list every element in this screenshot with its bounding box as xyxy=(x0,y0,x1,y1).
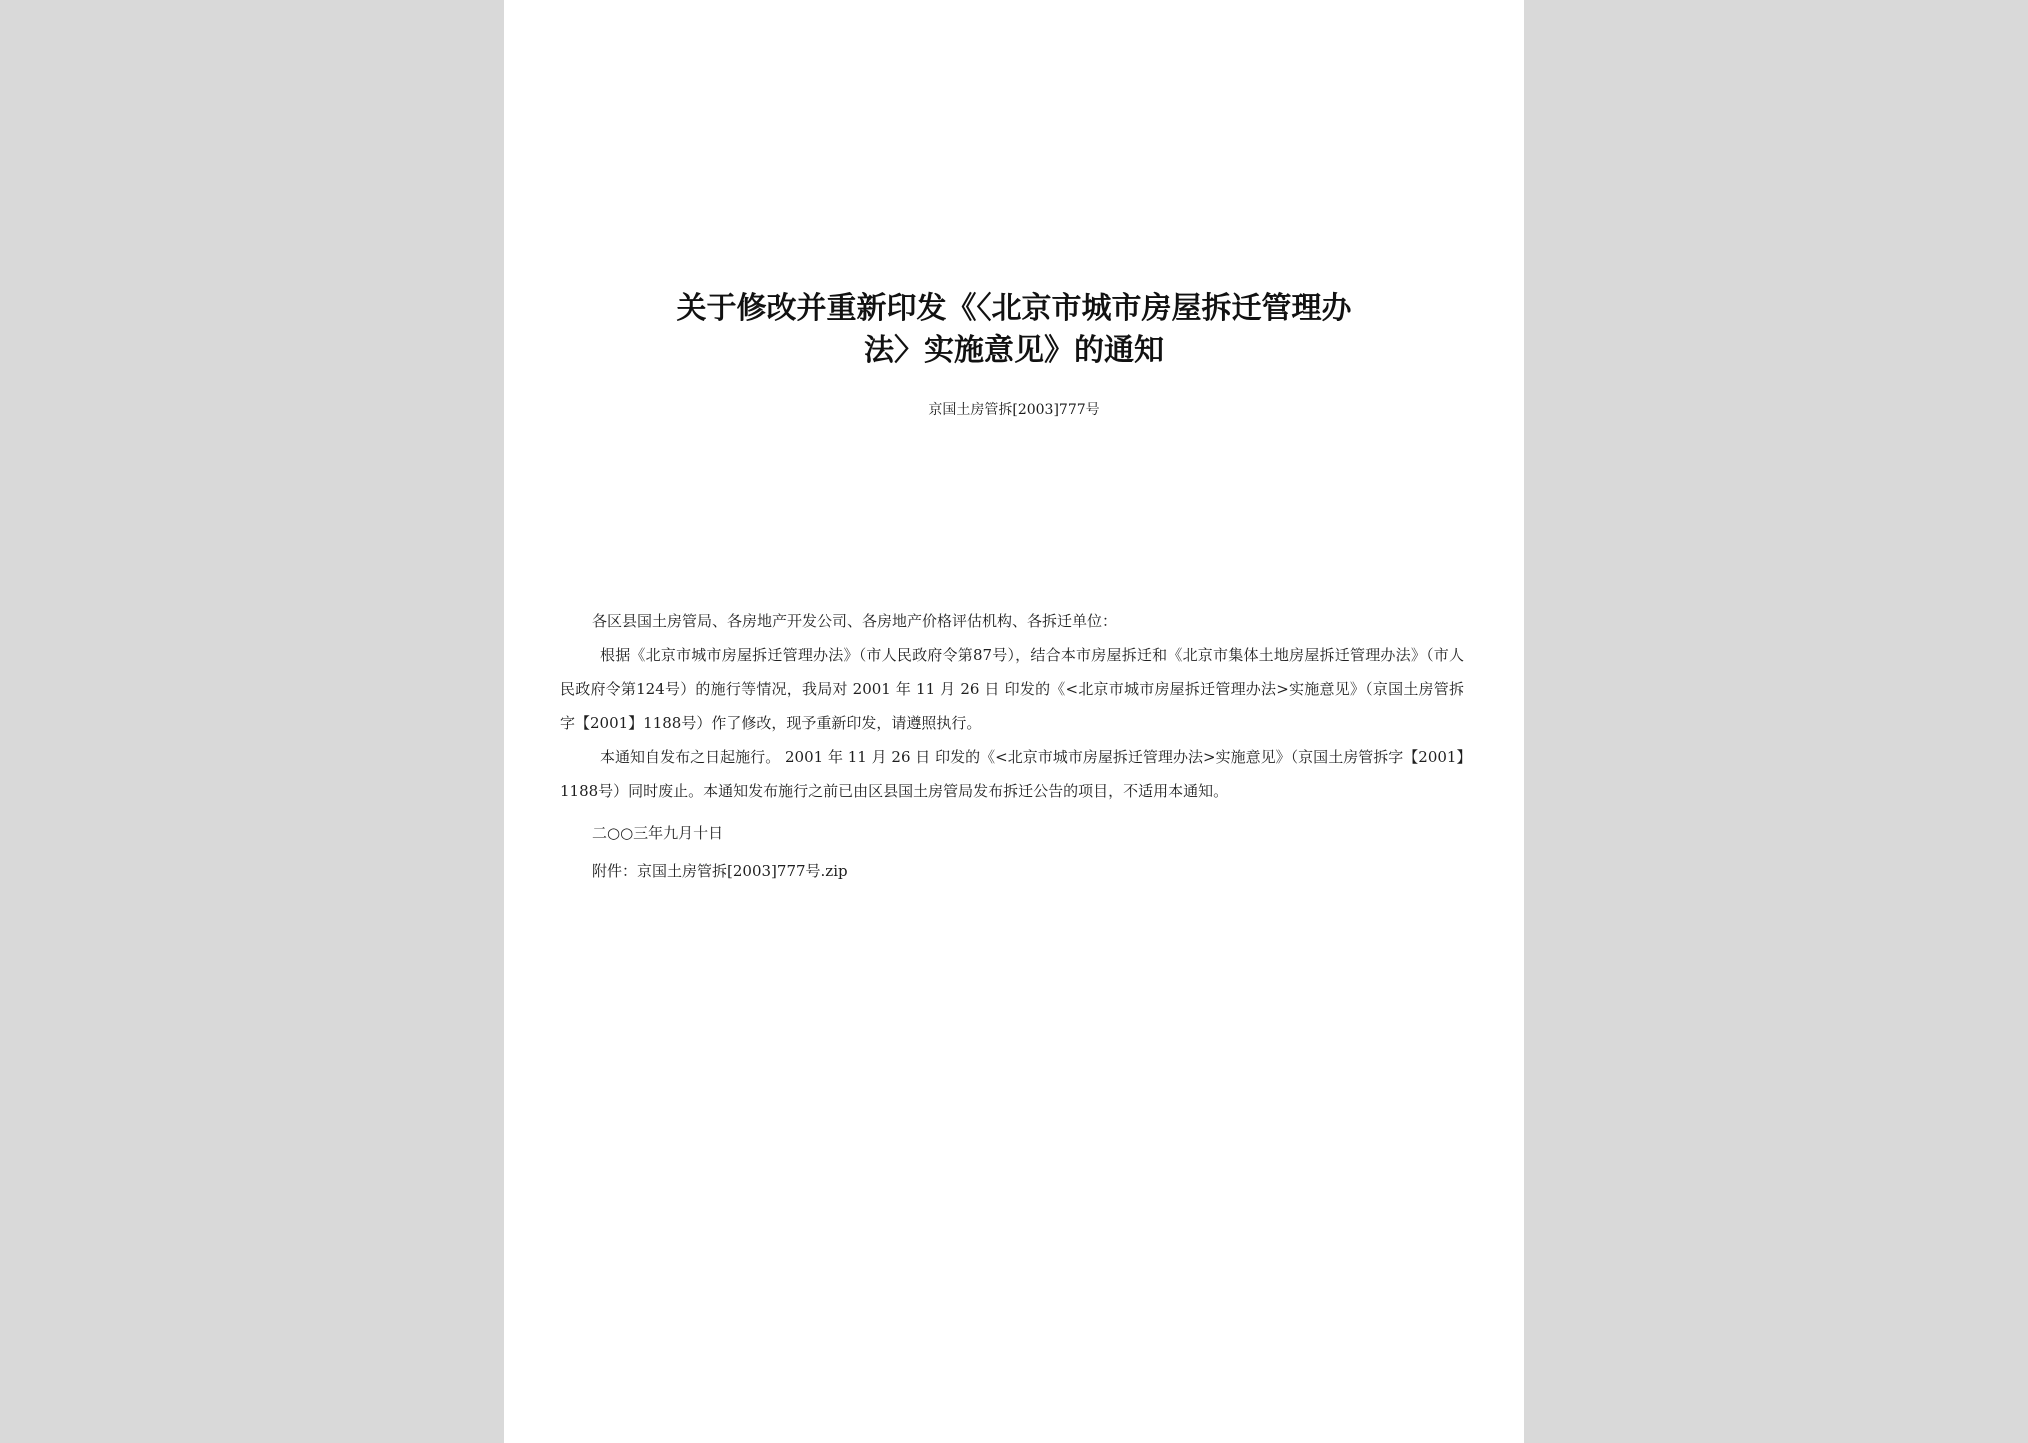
title-line-2: 法〉实施意见》的通知 xyxy=(864,333,1164,368)
title-line-1: 关于修改并重新印发《〈北京市城市房屋拆迁管理办 xyxy=(676,291,1352,326)
issue-date: 二○○三年九月十日 xyxy=(592,824,724,842)
document-number: 京国土房管拆[2003]777号 xyxy=(928,402,1100,418)
document-page xyxy=(504,0,1524,1443)
document-title xyxy=(564,288,1464,372)
salutation: 各区县国土房管局、各房地产开发公司、各房地产价格评估机构、各拆迁单位： xyxy=(592,612,1118,630)
attachment-label: 附件： xyxy=(592,862,638,880)
paragraph-1: 根据《北京市城市房屋拆迁管理办法》（市人民政府令第87号），结合本市房屋拆迁和《北京市集体土地房屋拆迁管理办法》（市人民政府令第124号）的施行等情况，我局对 2001 年 11 月 26 日 印发的《<北京市城市房屋拆迁管理办法>实施意见》（京国土房管拆字【2001】1188号）作了修改，现予重新印发，请遵照执行。 xyxy=(560,646,1464,732)
attachment-link[interactable]: 京国土房管拆[2003]777号.zip xyxy=(637,862,848,880)
attachment-line xyxy=(560,854,1464,888)
paragraph-2: 本通知自发布之日起施行。 2001 年 11 月 26 日 印发的《<北京市城市房屋拆迁管理办法>实施意见》（京国土房管拆字【2001】1188号）同时废止。本通知发布施行之前已由区县国土房管局发布拆迁公告的项目，不适用本通知。 xyxy=(560,748,1464,800)
document-body xyxy=(560,604,1464,888)
